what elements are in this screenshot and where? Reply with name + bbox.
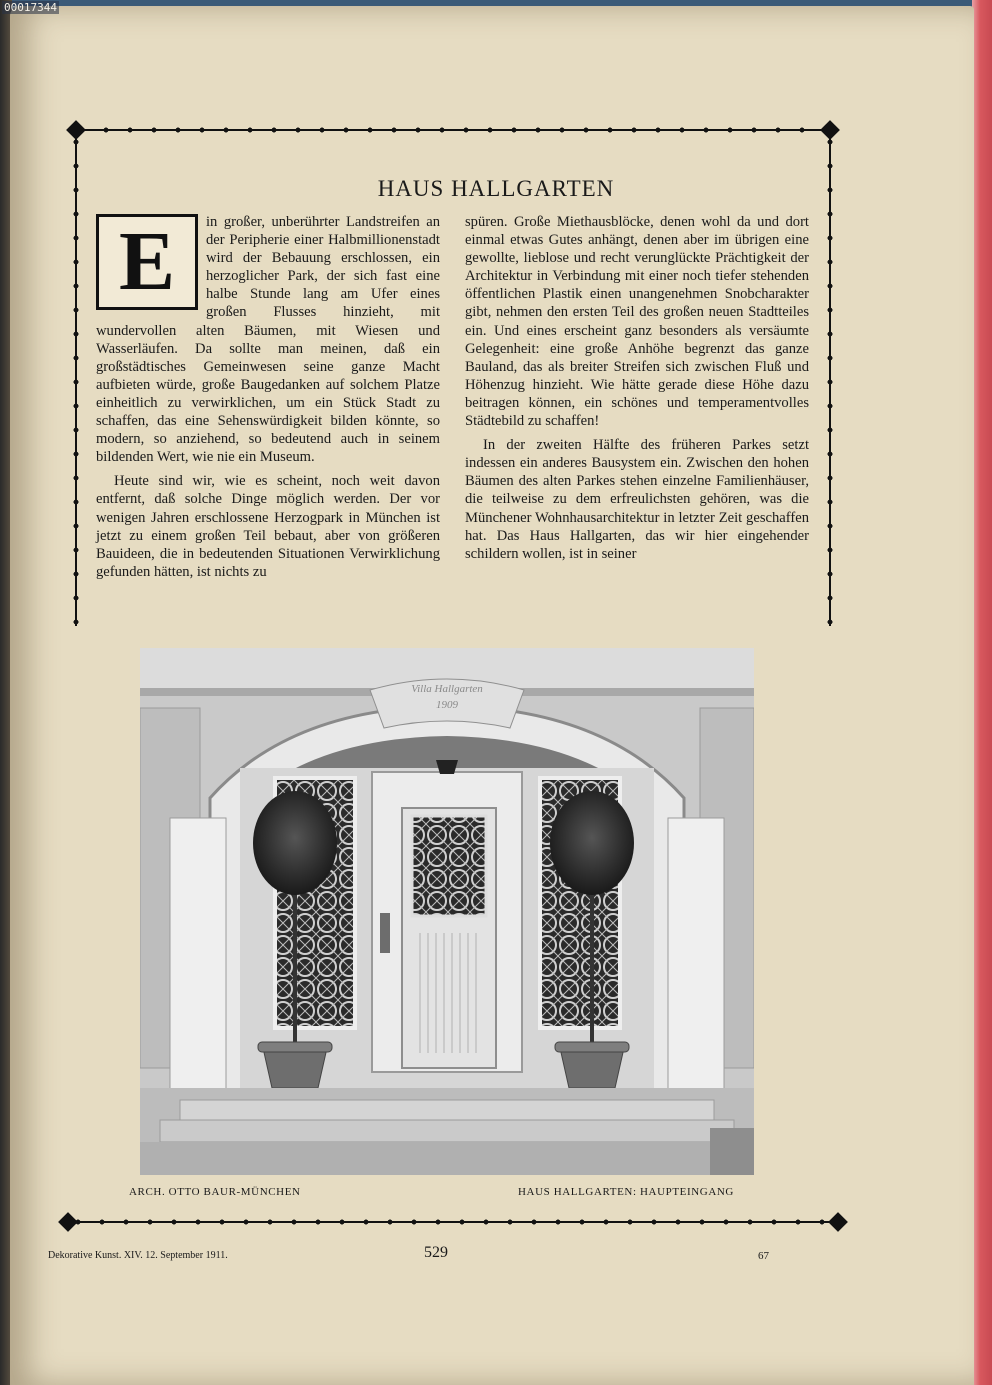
arch-inscription: Villa Hallgarten [411, 683, 483, 695]
footer-journal: Dekorative Kunst. XIV. 12. September 1911. [48, 1250, 228, 1261]
paragraph-3: spüren. Große Miethausblöcke, denen wohl da und dort einmal etwas Gutes anhängt, denen aber im übrigen eine gewollte, lieblose und recht verunglückte Prächtigkeit der Architektur in Verbindung mit einer noch tiefer stehenden öffentlichen Plastik einen unangenehmen Snobcharakter gibt, nehmen den ersten Teil des großen neuen Stadtteiles ein. Und eines erscheint ganz besonders als versäumte Gelegenheit: eine große Anhöhe begrenzt das ganze Bauland, das als breiter Streifen sich zwischen Fluß und Höhenzug hinzieht. Wie hätte gerade diese Höhe dazu beitragen können, ein schönes und temperamentvolles Städtebild zu schaffen! [465, 214, 809, 430]
text-column-right [465, 213, 809, 563]
frame-top [70, 124, 836, 136]
frame-right [824, 130, 836, 626]
paragraph-1: in großer, unberührter Landstreifen an der Peripherie einer Halbmillionenstadt wird der Bebauung erschlossen, ein herzoglicher Park, der sich fast eine halbe Stunde lang am Ufer eines großen Flusses hinzieht, mit wundervollen alten Bäumen, mit Wiesen und Wasserläufen. Da sollte man meinen, daß ein großstädtisches Gemeinwesen seine ganze Macht aufbieten würde, große Baugedanken auf solchem Platze einheitlich zu verwirklichen, um ein Stück Stadt zu schaffen, das eine Sehenswürdigkeit bilden könnte, so modern, so anziehend, so bedeutend auch in seinem bildenden Wert, wie nie ein Museum. [96, 214, 440, 466]
paragraph-4: In der zweiten Hälfte des früheren Parkes setzt indessen ein anderes Bausystem ein. Zwischen den hohen Bäumen des alten Parkes stehen einzelne Familienhäuser, die teilweise zu dem erfreulichsten gehören, was die Münchener Wohnhausarchitektur in letzter Zeit geschaffen hat. Das Haus Hallgarten, das wir hier eingehender schildern wollen, ist in seiner [465, 437, 809, 562]
book-page-edge-red [972, 0, 992, 1385]
entrance-photo-illustration [140, 648, 754, 1175]
caption-architect: ARCH. OTTO BAUR-MÜNCHEN [129, 1186, 301, 1198]
scan-id-label: 00017344 [4, 1, 57, 14]
entrance-photograph [140, 648, 754, 1175]
text-column-left [96, 213, 440, 581]
arch-inscription-year: 1909 [436, 699, 458, 711]
footer-folio: 67 [758, 1250, 769, 1262]
frame-bottom [66, 1216, 842, 1228]
ornamental-dropcap: E [96, 214, 198, 310]
footer-page-number: 529 [424, 1244, 448, 1261]
frame-left [70, 130, 82, 626]
article-title: HAUS HALLGARTEN [377, 176, 615, 201]
paragraph-2: Heute sind wir, wie es scheint, noch weit davon entfernt, daß solche Dinge möglich werden. Der vor wenigen Jahren erschlossene Herzogpark in München ist jetzt zu einem großen Teil bebaut, aber von größeren Bauideen, die in bedeutenden Situationen Verwirklichung gefunden hätten, ist nichts zu [96, 473, 440, 580]
caption-title: HAUS HALLGARTEN: HAUPTEINGANG [518, 1186, 734, 1198]
